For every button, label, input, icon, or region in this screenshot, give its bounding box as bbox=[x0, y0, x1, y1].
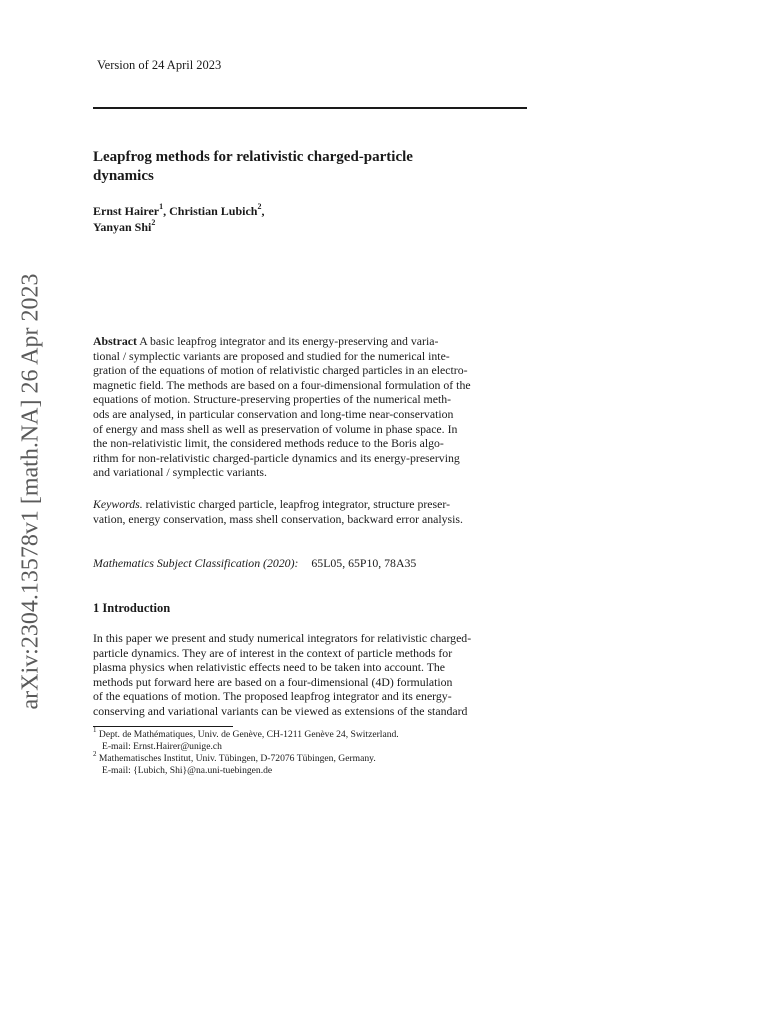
intro-line: particle dynamics. They are of interest in the context of particle methods for bbox=[93, 645, 453, 660]
intro-line: plasma physics when relativistic effects need to be taken into account. The bbox=[93, 660, 446, 675]
keywords-label: Keywords. bbox=[93, 497, 143, 511]
keywords bbox=[93, 497, 527, 526]
msc-value: 65L05, 65P10, 78A35 bbox=[311, 556, 417, 570]
intro-line: In this paper we present and study numerical integrators for relativistic charged- bbox=[93, 631, 472, 645]
title-line: dynamics bbox=[93, 167, 154, 184]
footnote-text: Dept. de Mathématiques, Univ. de Genève, CH-1211 Genève 24, Switzerland. bbox=[96, 729, 399, 740]
abstract-label: Abstract bbox=[93, 334, 137, 348]
footnote-number: 2 bbox=[93, 749, 97, 758]
footnote-2 bbox=[93, 749, 533, 765]
msc-classification bbox=[93, 556, 416, 571]
author-affiliation-mark: 2 bbox=[257, 202, 262, 211]
footnote-email: E-mail: {Lubich, Shi}@na.uni-tuebingen.de bbox=[102, 765, 273, 776]
arxiv-stamp bbox=[16, 273, 46, 709]
abstract-line: equations of motion. Structure-preserving properties of the numerical meth- bbox=[93, 392, 452, 407]
version-line: Version of 24 April 2023 bbox=[97, 58, 222, 72]
abstract-line: rithm for non-relativistic charged-particle dynamics and its energy-preserving bbox=[93, 450, 460, 465]
author-list bbox=[93, 204, 527, 235]
intro-line: methods put forward here are based on a four-dimensional (4D) formulation bbox=[93, 674, 453, 689]
footnote-email: E-mail: Ernst.Hairer@unige.ch bbox=[102, 741, 222, 752]
abstract-line: of energy and mass shell as well as preservation of volume in phase space. In bbox=[93, 421, 458, 436]
intro-line: of the equations of motion. The proposed leapfrog integrator and its energy- bbox=[93, 689, 452, 704]
header-rule bbox=[93, 107, 527, 109]
author-separator: , bbox=[163, 204, 170, 218]
arxiv-stamp-text: arXiv:2304.13578v1 [math.NA] 26 Apr 2023 bbox=[17, 273, 44, 709]
title-line: Leapfrog methods for relativistic charged-particle bbox=[93, 149, 413, 165]
keywords-line: relativistic charged particle, leapfrog integrator, structure preser- bbox=[142, 497, 450, 511]
author-affiliation-mark: 2 bbox=[151, 217, 156, 227]
author-name: Yanyan Shi bbox=[93, 219, 152, 234]
introduction-text bbox=[93, 631, 527, 719]
abstract-line: A basic leapfrog integrator and its energy-preserving and varia- bbox=[136, 334, 439, 348]
intro-line: conserving and variational variants can be viewed as extensions of the standard bbox=[93, 703, 468, 718]
author-name: Ernst Hairer bbox=[93, 204, 160, 218]
abstract-line: and variational / symplectic variants. bbox=[93, 465, 267, 480]
footnote-1 bbox=[93, 725, 533, 741]
footnote-number: 1 bbox=[93, 725, 97, 734]
abstract-line: the non-relativistic limit, the considered methods reduce to the Boris algo- bbox=[93, 436, 444, 451]
paper-title bbox=[93, 148, 527, 185]
author-affiliation-mark: 1 bbox=[159, 202, 164, 211]
abstract-line: tional / symplectic variants are proposed and studied for the numerical inte- bbox=[93, 348, 450, 363]
msc-label: Mathematics Subject Classification (2020): bbox=[93, 556, 299, 570]
footnote-rule bbox=[93, 726, 233, 727]
footnote-text: Mathematisches Institut, Univ. Tübingen, D-72076 Tübingen, Germany. bbox=[96, 753, 376, 764]
abstract-line: ods are analysed, in particular conservation and long-time near-conservation bbox=[93, 406, 454, 421]
footnotes bbox=[93, 725, 533, 777]
author-name: Christian Lubich bbox=[169, 204, 258, 218]
author-separator: , bbox=[261, 204, 265, 218]
abstract bbox=[93, 334, 527, 480]
abstract-line: magnetic field. The methods are based on a four-dimensional formulation of the bbox=[93, 377, 471, 392]
section-heading: 1 Introduction bbox=[93, 601, 171, 615]
abstract-line: gration of the equations of motion of relativistic charged particles in an electro- bbox=[93, 363, 468, 378]
keywords-line: vation, energy conservation, mass shell conservation, backward error analysis. bbox=[93, 511, 463, 526]
